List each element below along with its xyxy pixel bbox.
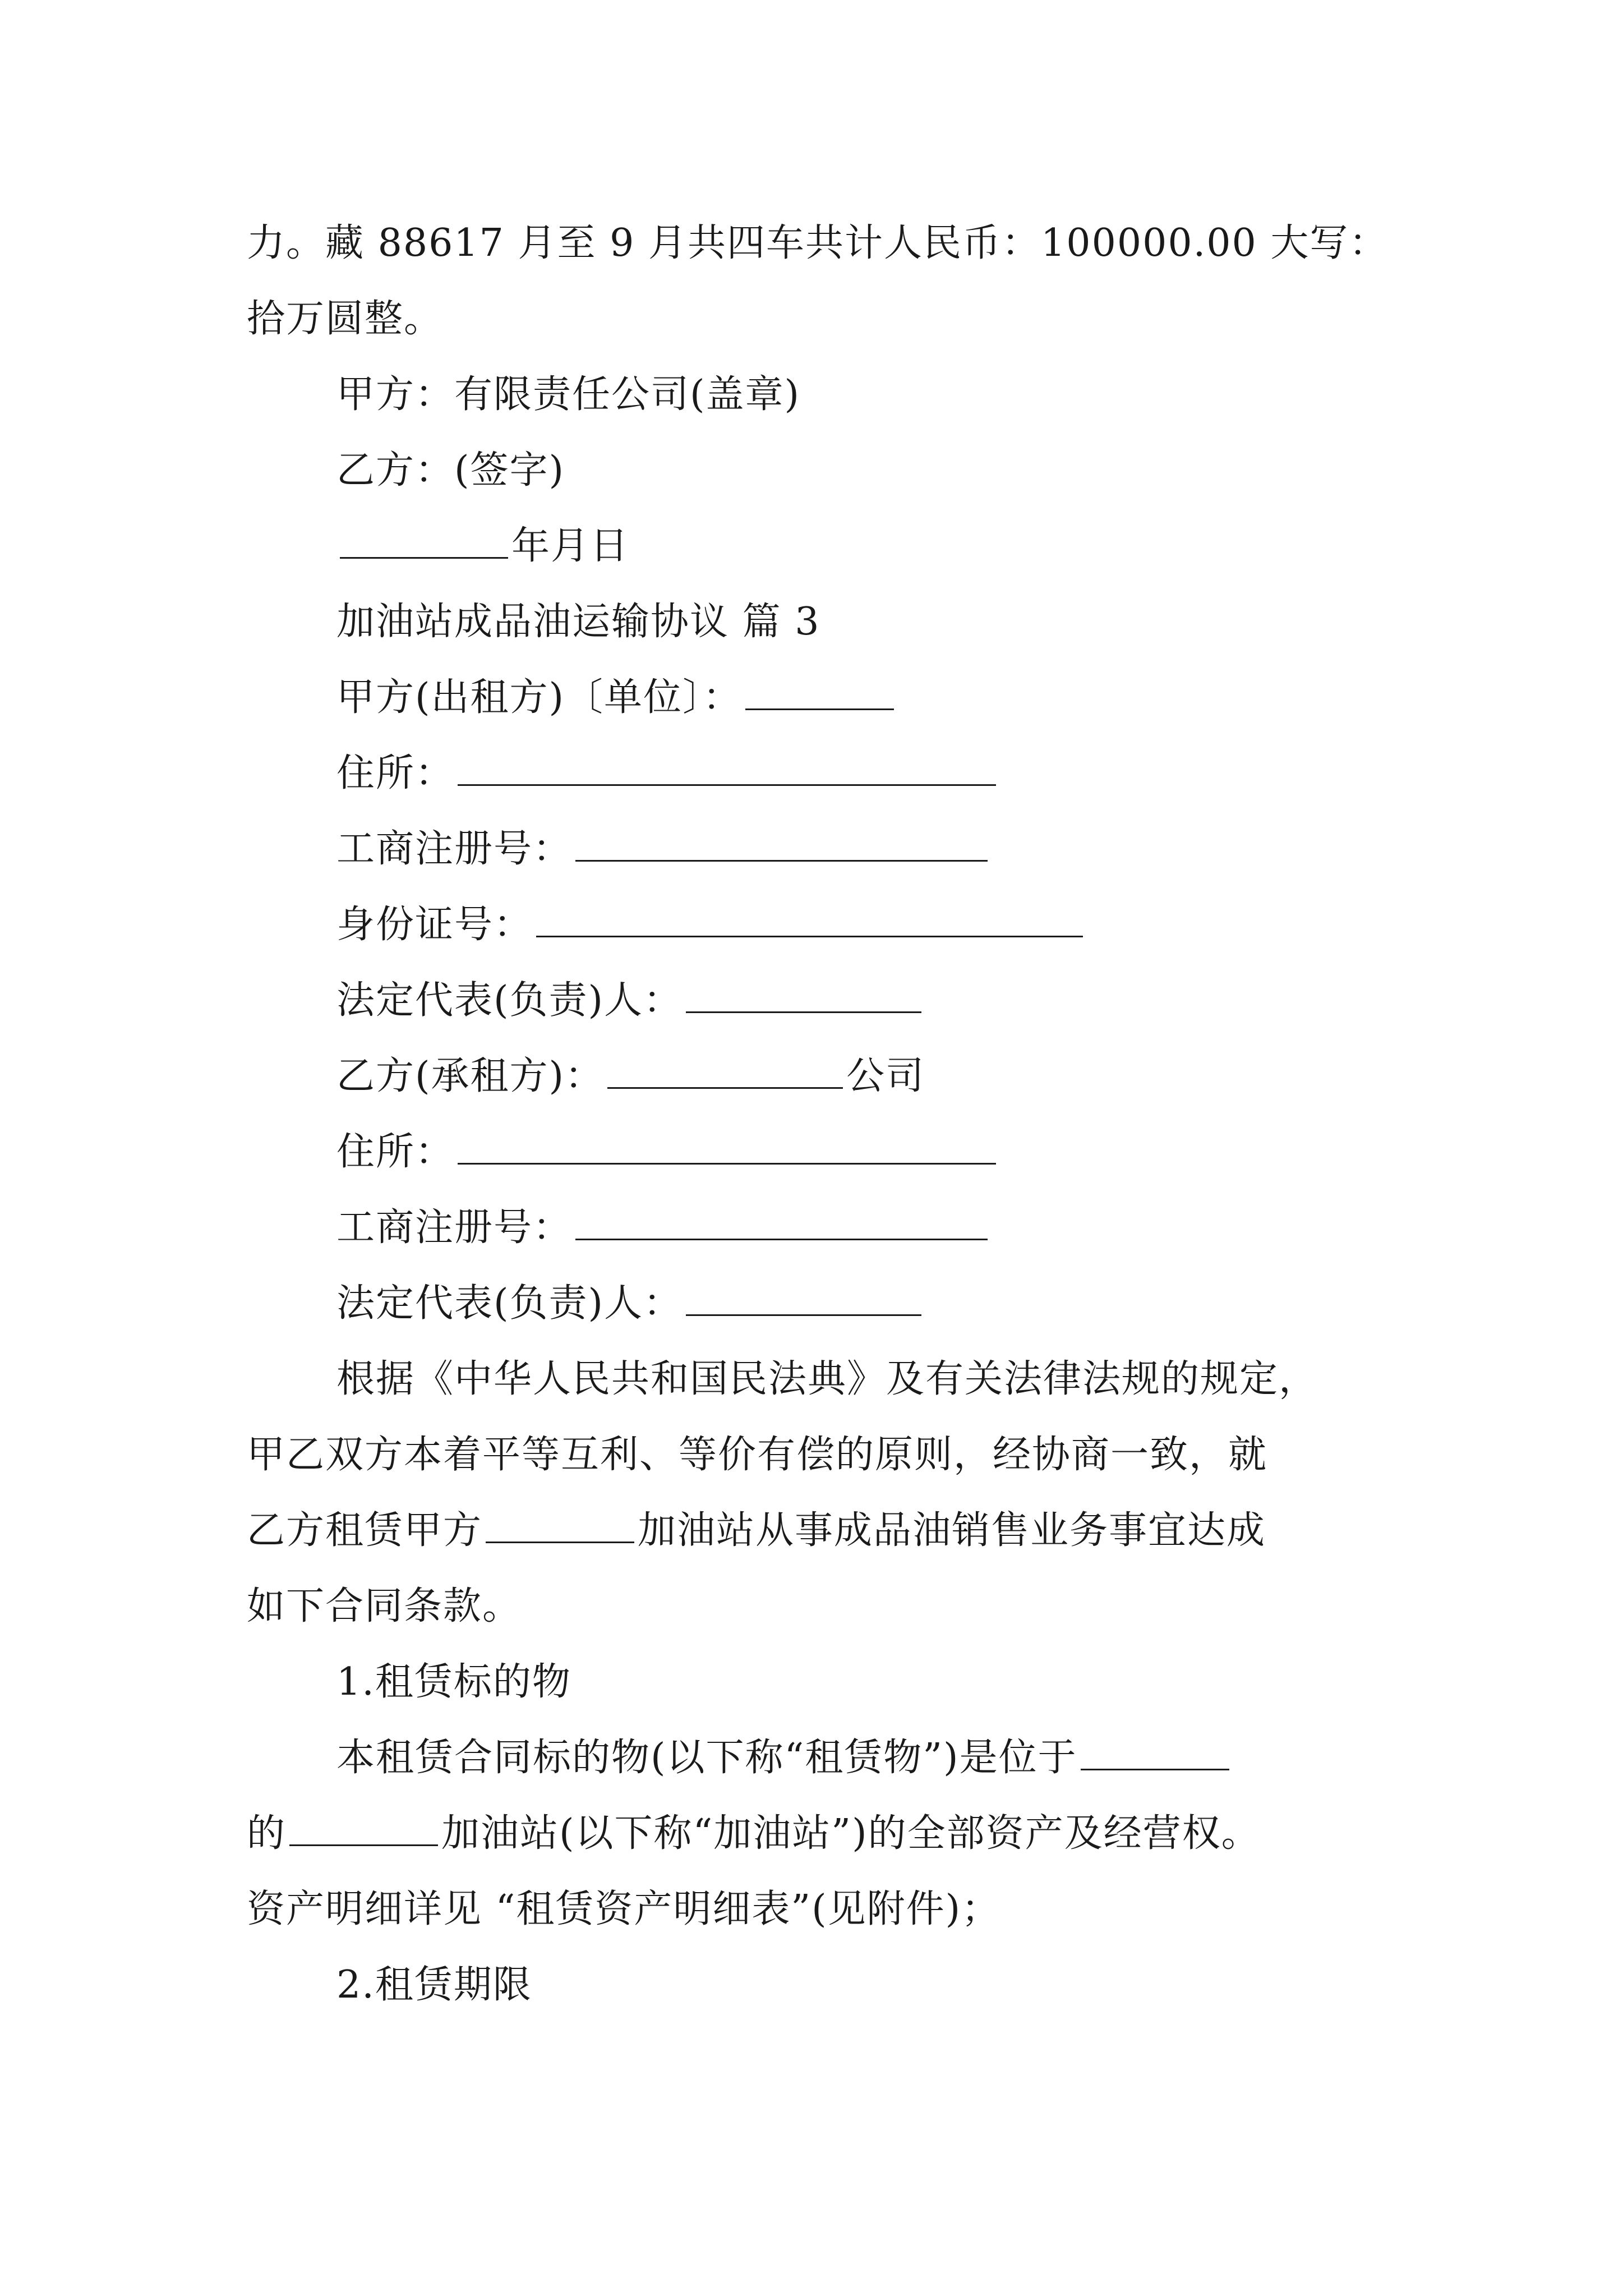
field-label: 身份证号：	[336, 903, 533, 947]
paragraph-line	[247, 1811, 1261, 1856]
blank-field	[575, 1209, 988, 1240]
text-span: 加油站(以下称“加油站”)的全部资产及经营权。	[441, 1811, 1261, 1856]
text-span: 乙方租赁甲方	[247, 1508, 483, 1553]
blank-field	[686, 982, 921, 1013]
field-label: 甲方(出租方)〔单位〕：	[336, 675, 743, 720]
lessor-id-line	[336, 903, 1086, 947]
blank-field	[486, 1512, 634, 1543]
paragraph-line: 力。藏 88617 月至 9 月共四车共计人民币：100000.00 大写：	[247, 221, 1389, 265]
clause-heading: 2.租赁期限	[336, 1963, 532, 2007]
paragraph-line: 根据《中华人民共和国民法典》及有关法律法规的规定，	[336, 1357, 1318, 1401]
lessor-unit-line	[336, 675, 897, 720]
field-suffix: 公司	[846, 1054, 925, 1098]
blank-field	[458, 1134, 996, 1165]
text-span: 的	[247, 1811, 287, 1856]
lessor-registration-line	[336, 827, 991, 871]
blank-field	[686, 1285, 921, 1316]
field-label: 工商注册号：	[336, 1205, 573, 1250]
text-span: 本租赁合同标的物(以下称“租赁物”)是位于	[336, 1736, 1077, 1780]
party-b-signature-line: 乙方：(签字)	[336, 448, 565, 493]
blank-field	[745, 679, 894, 710]
blank-field	[289, 1815, 438, 1846]
blank-field	[607, 1058, 843, 1089]
lessee-company-line	[336, 1054, 925, 1098]
field-label: 住所：	[336, 751, 455, 795]
section-heading: 加油站成品油运输协议 篇 3	[336, 600, 820, 644]
field-label: 工商注册号：	[336, 827, 573, 871]
blank-field	[340, 528, 508, 559]
paragraph-line: 如下合同条款。	[247, 1584, 522, 1628]
paragraph-line: 甲乙双方本着平等互利、等价有偿的原则，经协商一致，就	[247, 1433, 1268, 1477]
lessor-address-line	[336, 751, 999, 795]
text-span: 加油站从事成品油销售业务事宜达成	[638, 1508, 1266, 1553]
date-line	[336, 524, 630, 568]
party-a-signature-line: 甲方：有限责任公司(盖章)	[336, 372, 801, 417]
blank-field	[536, 907, 1083, 937]
date-label: 年月日	[511, 524, 630, 568]
field-label: 住所：	[336, 1130, 455, 1174]
clause-heading: 1.租赁标的物	[336, 1660, 571, 1704]
paragraph-line	[336, 1736, 1233, 1780]
blank-field	[458, 755, 996, 786]
field-label: 法定代表(负责)人：	[336, 978, 683, 1023]
lessee-registration-line	[336, 1205, 991, 1250]
paragraph-line: 拾万圆整。	[247, 297, 444, 341]
field-label: 乙方(承租方)：	[336, 1054, 605, 1098]
lessee-address-line	[336, 1130, 999, 1174]
blank-field	[575, 831, 988, 862]
paragraph-line: 资产明细详见 “租赁资产明细表”(见附件)；	[247, 1887, 1001, 1931]
blank-field	[1081, 1740, 1229, 1770]
lessor-representative-line	[336, 978, 925, 1023]
field-label: 法定代表(负责)人：	[336, 1281, 683, 1326]
lessee-representative-line	[336, 1281, 925, 1326]
paragraph-line	[247, 1508, 1266, 1553]
